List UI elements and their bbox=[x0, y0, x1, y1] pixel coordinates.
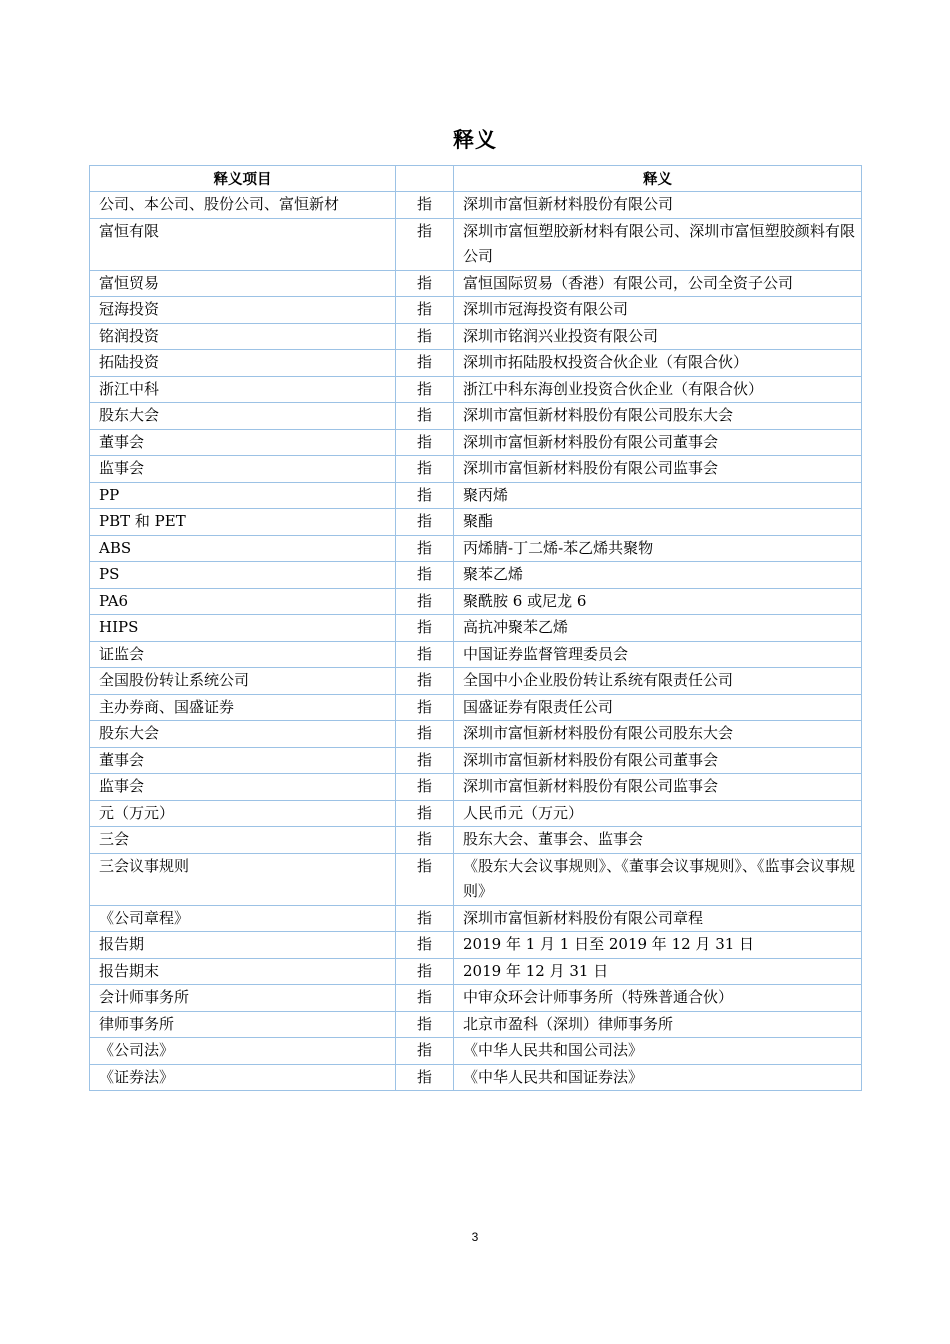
definition-cell: 中国证券监督管理委员会 bbox=[454, 641, 862, 668]
definition-cell: 深圳市富恒新材料股份有限公司监事会 bbox=[454, 456, 862, 483]
definition-cell: 聚苯乙烯 bbox=[454, 562, 862, 589]
page-number: 3 bbox=[471, 1230, 479, 1244]
reference-cell: 指 bbox=[396, 297, 454, 324]
definition-cell: 股东大会、董事会、监事会 bbox=[454, 827, 862, 854]
table-header-row bbox=[90, 166, 862, 192]
table-row bbox=[90, 403, 862, 430]
term-cell: 董事会 bbox=[90, 747, 396, 774]
definition-cell: 深圳市富恒新材料股份有限公司董事会 bbox=[454, 747, 862, 774]
table-body bbox=[90, 192, 862, 1091]
table-row bbox=[90, 562, 862, 589]
table-row bbox=[90, 932, 862, 959]
table-row bbox=[90, 535, 862, 562]
reference-cell: 指 bbox=[396, 958, 454, 985]
table-row bbox=[90, 429, 862, 456]
table-row bbox=[90, 641, 862, 668]
table-row bbox=[90, 1038, 862, 1065]
term-cell: 铭润投资 bbox=[90, 323, 396, 350]
term-cell: 富恒贸易 bbox=[90, 270, 396, 297]
reference-cell: 指 bbox=[396, 562, 454, 589]
term-cell: 冠海投资 bbox=[90, 297, 396, 324]
term-cell: 监事会 bbox=[90, 774, 396, 801]
term-cell: 主办券商、国盛证券 bbox=[90, 694, 396, 721]
term-cell: 浙江中科 bbox=[90, 376, 396, 403]
reference-cell: 指 bbox=[396, 721, 454, 748]
reference-cell: 指 bbox=[396, 350, 454, 377]
definition-cell: 2019 年 12 月 31 日 bbox=[454, 958, 862, 985]
table-row bbox=[90, 509, 862, 536]
reference-cell: 指 bbox=[396, 932, 454, 959]
term-cell: PBT 和 PET bbox=[90, 509, 396, 536]
term-cell: 《公司法》 bbox=[90, 1038, 396, 1065]
table-row bbox=[90, 800, 862, 827]
term-cell: 三会议事规则 bbox=[90, 853, 396, 905]
term-cell: 公司、本公司、股份公司、富恒新材 bbox=[90, 192, 396, 219]
definition-cell: 深圳市拓陆股权投资合伙企业（有限合伙） bbox=[454, 350, 862, 377]
reference-cell: 指 bbox=[396, 1064, 454, 1091]
reference-cell: 指 bbox=[396, 853, 454, 905]
table-row bbox=[90, 958, 862, 985]
term-cell: ABS bbox=[90, 535, 396, 562]
header-definition: 释义 bbox=[454, 166, 862, 192]
reference-cell: 指 bbox=[396, 456, 454, 483]
definition-cell: 全国中小企业股份转让系统有限责任公司 bbox=[454, 668, 862, 695]
table-row bbox=[90, 853, 862, 905]
term-cell: 证监会 bbox=[90, 641, 396, 668]
reference-cell: 指 bbox=[396, 323, 454, 350]
term-cell: 报告期 bbox=[90, 932, 396, 959]
definition-cell: 深圳市富恒新材料股份有限公司股东大会 bbox=[454, 721, 862, 748]
reference-cell: 指 bbox=[396, 535, 454, 562]
table-row bbox=[90, 905, 862, 932]
table-row bbox=[90, 588, 862, 615]
definition-cell: 深圳市富恒新材料股份有限公司董事会 bbox=[454, 429, 862, 456]
definition-cell: 丙烯腈-丁二烯-苯乙烯共聚物 bbox=[454, 535, 862, 562]
table-row bbox=[90, 350, 862, 377]
reference-cell: 指 bbox=[396, 1038, 454, 1065]
definition-cell: 深圳市铭润兴业投资有限公司 bbox=[454, 323, 862, 350]
page-title: 释义 bbox=[453, 128, 497, 152]
reference-cell: 指 bbox=[396, 615, 454, 642]
table-row bbox=[90, 774, 862, 801]
table-row bbox=[90, 985, 862, 1012]
term-cell: 股东大会 bbox=[90, 721, 396, 748]
table-row bbox=[90, 721, 862, 748]
term-cell: 三会 bbox=[90, 827, 396, 854]
reference-cell: 指 bbox=[396, 429, 454, 456]
definition-cell: 人民币元（万元） bbox=[454, 800, 862, 827]
table-row bbox=[90, 376, 862, 403]
table-row bbox=[90, 694, 862, 721]
header-term: 释义项目 bbox=[90, 166, 396, 192]
definition-cell: 深圳市冠海投资有限公司 bbox=[454, 297, 862, 324]
definition-cell: 国盛证券有限责任公司 bbox=[454, 694, 862, 721]
reference-cell: 指 bbox=[396, 482, 454, 509]
reference-cell: 指 bbox=[396, 905, 454, 932]
reference-cell: 指 bbox=[396, 827, 454, 854]
term-cell: 律师事务所 bbox=[90, 1011, 396, 1038]
reference-cell: 指 bbox=[396, 403, 454, 430]
definition-cell: 深圳市富恒新材料股份有限公司章程 bbox=[454, 905, 862, 932]
reference-cell: 指 bbox=[396, 985, 454, 1012]
term-cell: 拓陆投资 bbox=[90, 350, 396, 377]
reference-cell: 指 bbox=[396, 774, 454, 801]
definition-cell: 《中华人民共和国公司法》 bbox=[454, 1038, 862, 1065]
term-cell: 监事会 bbox=[90, 456, 396, 483]
term-cell: 报告期末 bbox=[90, 958, 396, 985]
definition-cell: 北京市盈科（深圳）律师事务所 bbox=[454, 1011, 862, 1038]
table-row bbox=[90, 192, 862, 219]
table-row bbox=[90, 323, 862, 350]
definition-cell: 《中华人民共和国证券法》 bbox=[454, 1064, 862, 1091]
term-cell: 《公司章程》 bbox=[90, 905, 396, 932]
reference-cell: 指 bbox=[396, 747, 454, 774]
definition-cell: 《股东大会议事规则》、《董事会议事规则》、《监事会议事规则》 bbox=[454, 853, 862, 905]
header-ref bbox=[396, 166, 454, 192]
definitions-table bbox=[89, 165, 862, 1091]
term-cell: 《证券法》 bbox=[90, 1064, 396, 1091]
reference-cell: 指 bbox=[396, 218, 454, 270]
reference-cell: 指 bbox=[396, 641, 454, 668]
reference-cell: 指 bbox=[396, 1011, 454, 1038]
term-cell: 股东大会 bbox=[90, 403, 396, 430]
table-row bbox=[90, 1011, 862, 1038]
reference-cell: 指 bbox=[396, 509, 454, 536]
table-row bbox=[90, 827, 862, 854]
definition-cell: 2019 年 1 月 1 日至 2019 年 12 月 31 日 bbox=[454, 932, 862, 959]
table-row bbox=[90, 668, 862, 695]
reference-cell: 指 bbox=[396, 668, 454, 695]
definition-cell: 高抗冲聚苯乙烯 bbox=[454, 615, 862, 642]
term-cell: 富恒有限 bbox=[90, 218, 396, 270]
term-cell: HIPS bbox=[90, 615, 396, 642]
table-row bbox=[90, 218, 862, 270]
definition-cell: 中审众环会计师事务所（特殊普通合伙） bbox=[454, 985, 862, 1012]
definition-cell: 富恒国际贸易（香港）有限公司，公司全资子公司 bbox=[454, 270, 862, 297]
term-cell: 元（万元） bbox=[90, 800, 396, 827]
definition-cell: 聚酰胺 6 或尼龙 6 bbox=[454, 588, 862, 615]
reference-cell: 指 bbox=[396, 694, 454, 721]
definition-cell: 聚丙烯 bbox=[454, 482, 862, 509]
definition-cell: 深圳市富恒塑胶新材料有限公司、深圳市富恒塑胶颜料有限公司 bbox=[454, 218, 862, 270]
term-cell: 全国股份转让系统公司 bbox=[90, 668, 396, 695]
definition-cell: 深圳市富恒新材料股份有限公司股东大会 bbox=[454, 403, 862, 430]
table-row bbox=[90, 615, 862, 642]
table-row bbox=[90, 747, 862, 774]
term-cell: PS bbox=[90, 562, 396, 589]
term-cell: 董事会 bbox=[90, 429, 396, 456]
table-row bbox=[90, 1064, 862, 1091]
definition-cell: 聚酯 bbox=[454, 509, 862, 536]
definition-cell: 深圳市富恒新材料股份有限公司 bbox=[454, 192, 862, 219]
term-cell: 会计师事务所 bbox=[90, 985, 396, 1012]
reference-cell: 指 bbox=[396, 192, 454, 219]
table-row bbox=[90, 456, 862, 483]
definition-cell: 浙江中科东海创业投资合伙企业（有限合伙） bbox=[454, 376, 862, 403]
definition-cell: 深圳市富恒新材料股份有限公司监事会 bbox=[454, 774, 862, 801]
reference-cell: 指 bbox=[396, 270, 454, 297]
table-row bbox=[90, 482, 862, 509]
reference-cell: 指 bbox=[396, 588, 454, 615]
reference-cell: 指 bbox=[396, 376, 454, 403]
term-cell: PP bbox=[90, 482, 396, 509]
table-row bbox=[90, 270, 862, 297]
term-cell: PA6 bbox=[90, 588, 396, 615]
table-row bbox=[90, 297, 862, 324]
reference-cell: 指 bbox=[396, 800, 454, 827]
